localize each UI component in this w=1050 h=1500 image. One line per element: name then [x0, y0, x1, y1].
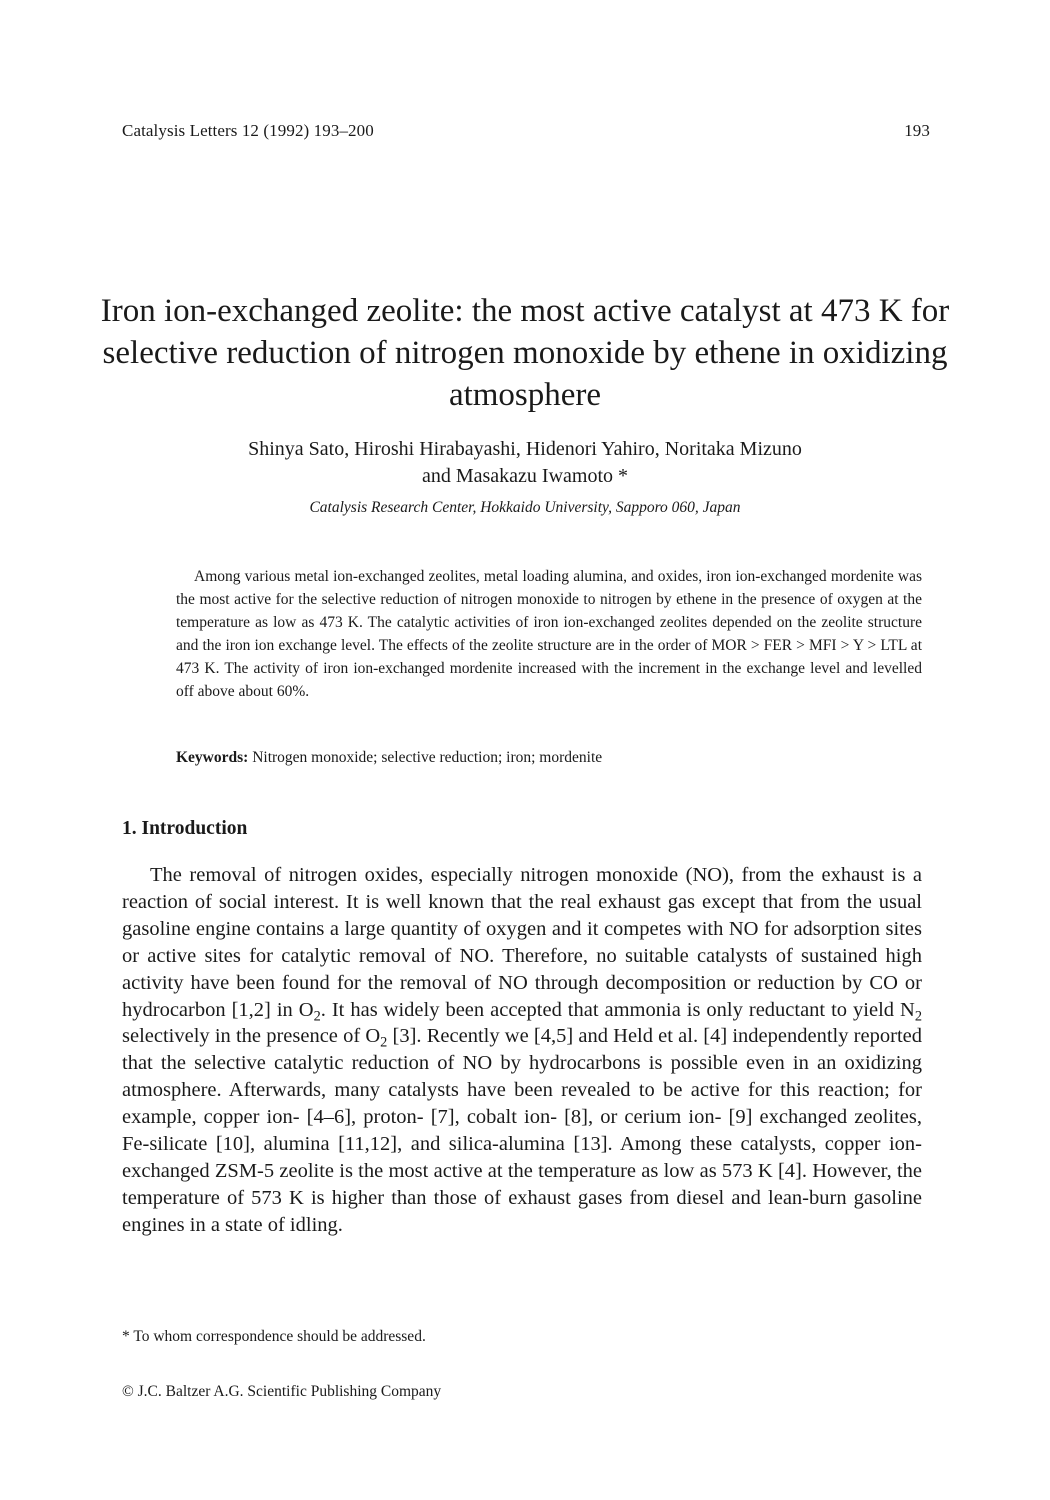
text-run: [3]. Recently we [4,5] and Held et al. [4] independently reported that the selective catalytic reduction of NO by hydrocarbons is possible even in an oxidizing atmosphere. Afterwards, many catalysts have been revealed to be active for this reaction; for example, copper ion- [4–6], proton- [7], cobalt ion- [8], or cerium ion- [9] exchanged zeolites, Fe-silicate [10], alumina [11,12], and silica-alumina [13]. Among these catalysts, copper ion-exchanged ZSM-5 zeolite is the most active at the temperature as low as 573 K [4]. However, the temperature of 573 K is higher than those of exhaust gases from diesel and lean-burn gasoline engines in a state of idling. [122, 1025, 922, 1236]
page-number: 193 [904, 121, 930, 140]
text-run: The removal of nitrogen oxides, especially nitrogen monoxide (NO), from the exhaust is a reaction of social interest. It is well known that the real exhaust gas except that from the usual gasoline engine contains a large quantity of oxygen and it competes with NO for adsorption sites or active sites for catalytic removal of NO. Therefore, no suitable catalysts of sustained high activity have been found for the removal of NO through decomposition or reduction by CO or hydrocarbon [1,2] in O [122, 864, 922, 1021]
section-heading-introduction: 1. Introduction [122, 818, 248, 839]
paper-title: Iron ion-exchanged zeolite: the most active catalyst at 473 K for selective reduction of nitrogen monoxide by ethene in oxidizing atmosphere [100, 293, 950, 413]
authors-line-2: and Masakazu Iwamoto * [421, 465, 629, 487]
text-run: . It has widely been accepted that ammonia is only reductant to yield N [320, 998, 915, 1021]
keywords-label: Keywords: [176, 749, 249, 766]
footnote: * To whom correspondence should be addressed. [122, 1328, 426, 1345]
copyright: © J.C. Baltzer A.G. Scientific Publishing Company [122, 1383, 442, 1400]
subscript: 2 [313, 1007, 321, 1024]
authors-line-1: Shinya Sato, Hiroshi Hirabayashi, Hidenori Yahiro, Noritaka Mizuno [248, 438, 802, 460]
abstract: Among various metal ion-exchanged zeolites, metal loading alumina, and oxides, iron ion-exchanged mordenite was the most active for the selective reduction of nitrogen monoxide to nitrogen by ethene in the presence of oxygen at the temperature as low as 473 K. The catalytic activities of iron ion-exchanged zeolites depended on the zeolite structure and the iron ion exchange level. The effects of the zeolite structure are in the order of MOR > FER > MFI > Y > LTL at 473 K. The activity of iron ion-exchanged mordenite increased with the increment in the exchange level and levelled off above about 60%. [176, 568, 922, 700]
running-head [122, 121, 930, 141]
journal-citation: Catalysis Letters 12 (1992) 193–200 [122, 121, 374, 140]
subscript: 2 [914, 1007, 922, 1024]
subscript: 2 [380, 1034, 388, 1051]
keywords-text: Nitrogen monoxide; selective reduction; iron; mordenite [252, 749, 603, 766]
author-list [100, 436, 950, 490]
affiliation: Catalysis Research Center, Hokkaido University, Sapporo 060, Japan [309, 499, 741, 516]
keywords [176, 749, 922, 767]
text-run: selectively in the presence of O [122, 1025, 381, 1048]
introduction-paragraph [122, 862, 922, 1239]
